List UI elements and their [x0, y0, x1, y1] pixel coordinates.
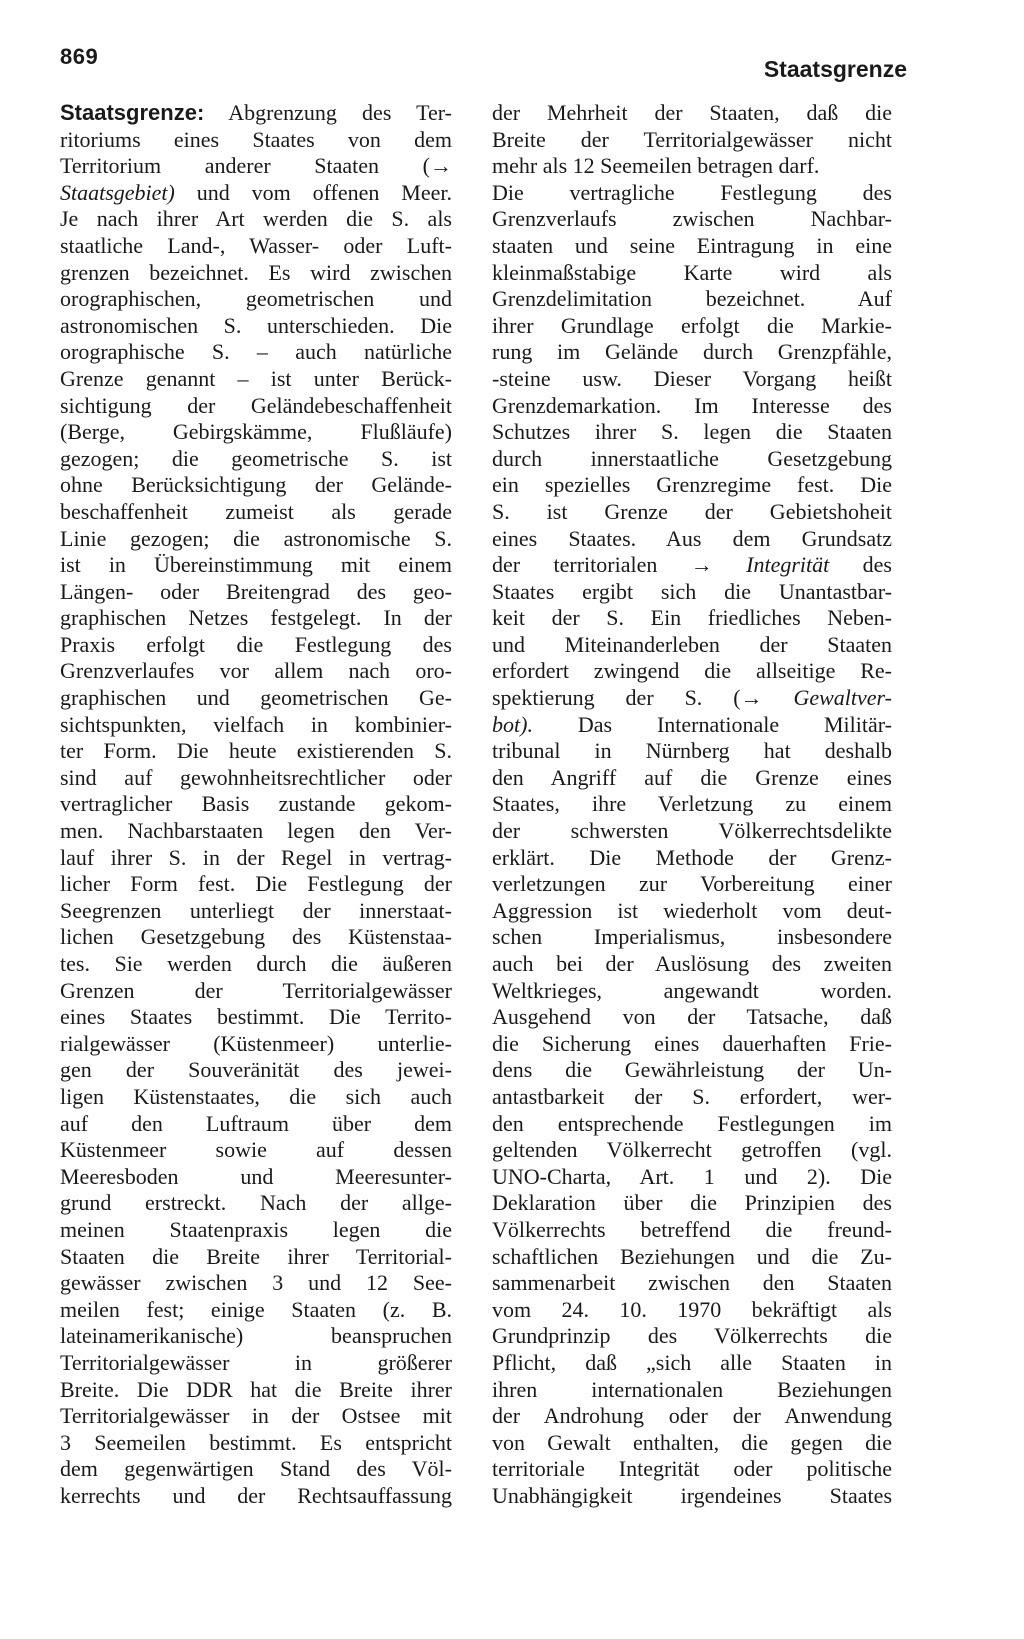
text-line — [60, 712, 452, 739]
text-line — [60, 446, 452, 473]
line-text: Territorialgewässer in größerer — [60, 1349, 452, 1375]
text-line — [60, 1111, 452, 1138]
line-text: den entsprechende Festlegungen im — [492, 1110, 892, 1136]
line-text: staaten und seine Eintragung in eine — [492, 232, 892, 258]
line-text: ter Form. Die heute existierenden S. — [60, 738, 452, 764]
text-line — [60, 871, 452, 898]
line-text: auch bei der Auslösung des zweiten — [492, 951, 892, 976]
text-line — [492, 1270, 892, 1297]
line-text: UNO-Charta, Art. 1 und 2). Die — [492, 1163, 892, 1189]
text-line — [492, 845, 892, 872]
text-line — [492, 472, 892, 499]
text-line — [60, 1456, 452, 1483]
text-line — [60, 605, 452, 632]
text-line — [60, 472, 452, 499]
text-line — [60, 791, 452, 818]
line-text: erfordert zwingend die allseitige Re- — [492, 658, 892, 684]
text-line — [60, 1297, 452, 1324]
text-line — [492, 552, 892, 579]
text-line — [60, 1004, 452, 1031]
text-line — [60, 1350, 452, 1377]
line-text: Deklaration über die Prinzipien des — [492, 1190, 892, 1216]
text-line — [492, 658, 892, 685]
line-text: von Gewalt enthalten, die gegen die — [492, 1429, 892, 1455]
line-text: Abgrenzung des Ter- — [204, 100, 452, 125]
line-text: Grundprinzip des Völkerrechts die — [492, 1323, 892, 1349]
line-text: ritoriums eines Staates von dem — [60, 126, 452, 152]
text-line — [492, 339, 892, 366]
headword: Staatsgrenze: — [60, 100, 205, 125]
line-text: astronomischen S. unterschieden. Die — [60, 312, 452, 338]
text-line — [492, 1244, 892, 1271]
text-line — [492, 127, 892, 154]
line-text: gen der Souveränität des jewei- — [60, 1057, 452, 1083]
text-line — [492, 366, 892, 393]
text-line — [60, 765, 452, 792]
line-text: sammenarbeit zwischen den Staaten — [492, 1270, 892, 1296]
line-text: beschaffenheit zumeist als gerade — [60, 498, 452, 524]
text-line — [492, 393, 892, 420]
line-text: ligen Küstenstaates, die sich auch — [60, 1083, 452, 1109]
text-line — [60, 924, 452, 951]
text-line — [492, 579, 892, 606]
text-line — [60, 1377, 452, 1404]
text-line — [492, 1323, 892, 1350]
text-line — [60, 552, 452, 579]
line-text: kerrechts und der Rechtsauffassung — [60, 1482, 452, 1508]
text-line — [492, 1137, 892, 1164]
text-line — [492, 1403, 892, 1430]
line-text: -steine usw. Dieser Vorgang heißt — [492, 365, 892, 391]
text-line — [60, 632, 452, 659]
cross-reference: Integrität — [746, 552, 830, 578]
line-text: territoriale Integrität oder politische — [492, 1456, 892, 1482]
line-text: meilen fest; einige Staaten (z. B. — [60, 1296, 452, 1322]
text-line — [60, 1430, 452, 1457]
text-line — [60, 153, 452, 180]
text-line — [60, 951, 452, 978]
text-line — [492, 499, 892, 526]
text-line — [492, 1217, 892, 1244]
text-line — [60, 1323, 452, 1350]
line-text: Ausgehend von der Tatsache, daß — [492, 1004, 892, 1030]
text-line — [492, 100, 892, 127]
line-text: des — [829, 552, 892, 578]
line-text: (Berge, Gebirgskämme, Flußläufe) — [60, 419, 452, 445]
text-line — [60, 313, 452, 340]
text-line — [492, 180, 892, 207]
line-text: Staates, ihre Verletzung zu einem — [492, 791, 892, 817]
text-line — [60, 419, 452, 446]
line-text: vertraglicher Basis zustande gekom- — [60, 791, 452, 817]
line-text: Küstenmeer sowie auf dessen — [60, 1137, 452, 1163]
line-text: Völkerrechts betreffend die freund- — [492, 1216, 892, 1242]
line-text: sind auf gewohnheitsrechtlicher oder — [60, 764, 452, 790]
line-text: kleinmaßstabige Karte wird als — [492, 259, 892, 285]
line-text: tes. Sie werden durch die äußeren — [60, 951, 452, 976]
text-line — [60, 1164, 452, 1191]
line-text: sichtspunkten, vielfach in kombinier- — [60, 711, 452, 737]
line-text: grenzen bezeichnet. Es wird zwischen — [60, 259, 452, 285]
text-line — [60, 260, 452, 287]
line-text: Unabhängigkeit irgendeines Staates — [492, 1482, 892, 1508]
text-line — [492, 951, 892, 978]
text-line — [492, 206, 892, 233]
text-line — [492, 526, 892, 553]
text-line — [60, 233, 452, 260]
text-line — [60, 738, 452, 765]
text-line — [60, 579, 452, 606]
text-line — [492, 1084, 892, 1111]
line-text: eines Staates. Aus dem Grundsatz — [492, 525, 892, 551]
line-text: der Mehrheit der Staaten, daß die — [492, 100, 892, 125]
line-text: Praxis erfolgt die Festlegung des — [60, 631, 452, 657]
line-text: eines Staates bestimmt. Die Territo- — [60, 1004, 452, 1030]
line-text: Längen- oder Breitengrad des geo- — [60, 578, 452, 604]
line-text: die Sicherung eines dauerhaften Frie- — [492, 1030, 892, 1056]
text-line — [492, 313, 892, 340]
line-text: lauf ihrer S. in der Regel in vertrag- — [60, 844, 452, 870]
text-line — [492, 1430, 892, 1457]
text-line — [60, 393, 452, 420]
line-text: Grenzverlaufs zwischen Nachbar- — [492, 206, 892, 232]
line-text: ihrer Grundlage erfolgt die Markie- — [492, 312, 892, 338]
line-text: Grenzen der Territorialgewässer — [60, 977, 452, 1003]
line-text: Territorium anderer Staaten (→ — [60, 153, 452, 179]
line-text: rialgewässer (Küstenmeer) unterlie- — [60, 1030, 452, 1056]
text-line — [492, 898, 892, 925]
line-text: tribunal in Nürnberg hat deshalb — [492, 738, 892, 764]
text-line — [492, 1483, 892, 1510]
line-text: Breite der Territorialgewässer nicht — [492, 126, 892, 152]
text-line — [60, 1217, 452, 1244]
text-line — [492, 1350, 892, 1377]
text-line — [492, 871, 892, 898]
text-line — [60, 978, 452, 1005]
text-line — [60, 1270, 452, 1297]
text-line — [60, 1084, 452, 1111]
text-line — [60, 845, 452, 872]
line-text: der schwersten Völkerrechtsdelikte — [492, 818, 892, 844]
text-line — [60, 1031, 452, 1058]
line-text: 3 Seemeilen bestimmt. Es entspricht — [60, 1429, 452, 1455]
line-text: Die vertragliche Festlegung des — [492, 179, 892, 205]
line-text: der territorialen → — [492, 552, 747, 578]
line-text: Grenze genannt – ist unter Berück- — [60, 365, 452, 391]
text-line — [60, 100, 452, 127]
line-text: verletzungen zur Vorbereitung einer — [492, 871, 892, 897]
line-text: Grenzverlaufes vor allem nach oro- — [60, 658, 452, 684]
line-text: Linie gezogen; die astronomische S. — [60, 525, 452, 551]
line-text: Je nach ihrer Art werden die S. als — [60, 206, 452, 232]
text-line — [60, 180, 452, 207]
text-line — [60, 685, 452, 712]
line-text: Aggression ist wiederholt vom deut- — [492, 897, 892, 923]
cross-reference: Staatsgebiet) — [60, 179, 175, 205]
text-line — [492, 765, 892, 792]
cross-reference: Gewaltver- — [793, 685, 892, 711]
line-text: auf den Luftraum über dem — [60, 1110, 452, 1136]
line-text: und vom offenen Meer. — [174, 179, 452, 205]
line-text: Pflicht, daß „sich alle Staaten in — [492, 1349, 892, 1375]
text-line — [60, 818, 452, 845]
line-text: ihren internationalen Beziehungen — [492, 1376, 892, 1402]
line-text: rung im Gelände durch Grenzpfähle, — [492, 339, 892, 365]
text-line — [60, 206, 452, 233]
text-line — [492, 1297, 892, 1324]
text-line — [492, 632, 892, 659]
text-line — [60, 286, 452, 313]
line-text: Seegrenzen unterliegt der innerstaat- — [60, 897, 452, 923]
text-line — [492, 1456, 892, 1483]
text-line — [492, 1111, 892, 1138]
text-line — [60, 526, 452, 553]
text-line — [492, 1031, 892, 1058]
cross-reference: bot). — [492, 711, 533, 737]
line-text: graphischen und geometrischen Ge- — [60, 685, 452, 711]
line-text: geltenden Völkerrecht getroffen (vgl. — [492, 1137, 892, 1163]
text-line — [492, 260, 892, 287]
line-text: schaftlichen Beziehungen und die Zu- — [492, 1243, 892, 1269]
line-text: meinen Staatenpraxis legen die — [60, 1216, 452, 1242]
line-text: men. Nachbarstaaten legen den Ver- — [60, 818, 452, 844]
line-text: gewässer zwischen 3 und 12 See- — [60, 1270, 452, 1296]
line-text: graphischen Netzes festgelegt. In der — [60, 605, 452, 631]
text-line — [60, 1244, 452, 1271]
text-line — [492, 153, 892, 180]
line-text: ohne Berücksichtigung der Gelände- — [60, 472, 452, 498]
text-line — [492, 605, 892, 632]
text-line — [492, 233, 892, 260]
text-line — [60, 658, 452, 685]
line-text: grund erstreckt. Nach der allge- — [60, 1190, 452, 1216]
left-column — [60, 100, 452, 1509]
right-column — [492, 100, 892, 1509]
line-text: Grenzdemarkation. Im Interesse des — [492, 392, 892, 418]
text-line — [492, 685, 892, 712]
line-text: Staates ergibt sich die Unantastbar- — [492, 578, 892, 604]
text-line — [492, 1057, 892, 1084]
text-line — [492, 978, 892, 1005]
text-line — [60, 1190, 452, 1217]
line-text: den Angriff auf die Grenze eines — [492, 764, 892, 790]
running-head: Staatsgrenze — [763, 56, 907, 82]
text-line — [492, 818, 892, 845]
text-line — [60, 898, 452, 925]
line-text: staatliche Land-, Wasser- oder Luft- — [60, 232, 452, 258]
text-line — [492, 1190, 892, 1217]
line-text: vom 24. 10. 1970 bekräftigt als — [492, 1296, 892, 1322]
line-text: ein spezielles Grenzregime fest. Die — [492, 472, 892, 498]
line-text: Territorialgewässer in der Ostsee mit — [60, 1403, 452, 1429]
line-text: dens die Gewährleistung der Un- — [492, 1057, 892, 1083]
line-text: Grenzdelimitation bezeichnet. Auf — [492, 286, 892, 312]
text-line — [492, 738, 892, 765]
line-text: spektierung der S. (→ — [492, 685, 794, 711]
line-text: licher Form fest. Die Festlegung der — [60, 871, 452, 897]
line-text: S. ist Grenze der Gebietshoheit — [492, 498, 892, 524]
text-line — [60, 1483, 452, 1510]
text-line — [492, 419, 892, 446]
line-text: keit der S. Ein friedliches Neben- — [492, 605, 892, 631]
text-line — [492, 446, 892, 473]
text-line — [492, 924, 892, 951]
text-line — [60, 339, 452, 366]
page-number: 869 — [60, 44, 99, 69]
line-text: ist in Übereinstimmung mit einem — [60, 552, 452, 578]
text-line — [492, 1377, 892, 1404]
line-text: Schutzes ihrer S. legen die Staaten — [492, 419, 892, 445]
line-text: Weltkrieges, angewandt worden. — [492, 977, 892, 1003]
line-text: schen Imperialismus, insbesondere — [492, 924, 892, 950]
line-text: orographische S. – auch natürliche — [60, 339, 452, 365]
text-line — [60, 127, 452, 154]
line-text: antastbarkeit der S. erfordert, wer- — [492, 1083, 892, 1109]
line-text: gezogen; die geometrische S. ist — [60, 445, 452, 471]
text-line — [492, 712, 892, 739]
line-text: lichen Gesetzgebung des Küstenstaa- — [60, 924, 452, 950]
text-line — [60, 1137, 452, 1164]
line-text: durch innerstaatliche Gesetzgebung — [492, 445, 892, 471]
line-text: lateinamerikanische) beanspruchen — [60, 1323, 452, 1349]
line-text: Meeresboden und Meeresunter- — [60, 1163, 452, 1189]
text-line — [492, 791, 892, 818]
text-line — [60, 1403, 452, 1430]
line-text: der Androhung oder der Anwendung — [492, 1403, 892, 1429]
text-line — [60, 366, 452, 393]
line-text: und Miteinanderleben der Staaten — [492, 631, 892, 657]
line-text: sichtigung der Geländebeschaffenheit — [60, 392, 452, 418]
text-line — [60, 499, 452, 526]
text-line — [492, 286, 892, 313]
line-text: mehr als 12 Seemeilen betragen darf. — [492, 153, 820, 179]
text-line — [492, 1164, 892, 1191]
line-text: Das Internationale Militär- — [532, 711, 892, 737]
text-line — [492, 1004, 892, 1031]
line-text: Breite. Die DDR hat die Breite ihrer — [60, 1376, 452, 1402]
text-line — [60, 1057, 452, 1084]
line-text: Staaten die Breite ihrer Territorial- — [60, 1243, 452, 1269]
line-text: orographischen, geometrischen und — [60, 286, 452, 312]
line-text: erklärt. Die Methode der Grenz- — [492, 844, 892, 870]
line-text: dem gegenwärtigen Stand des Völ- — [60, 1456, 452, 1482]
